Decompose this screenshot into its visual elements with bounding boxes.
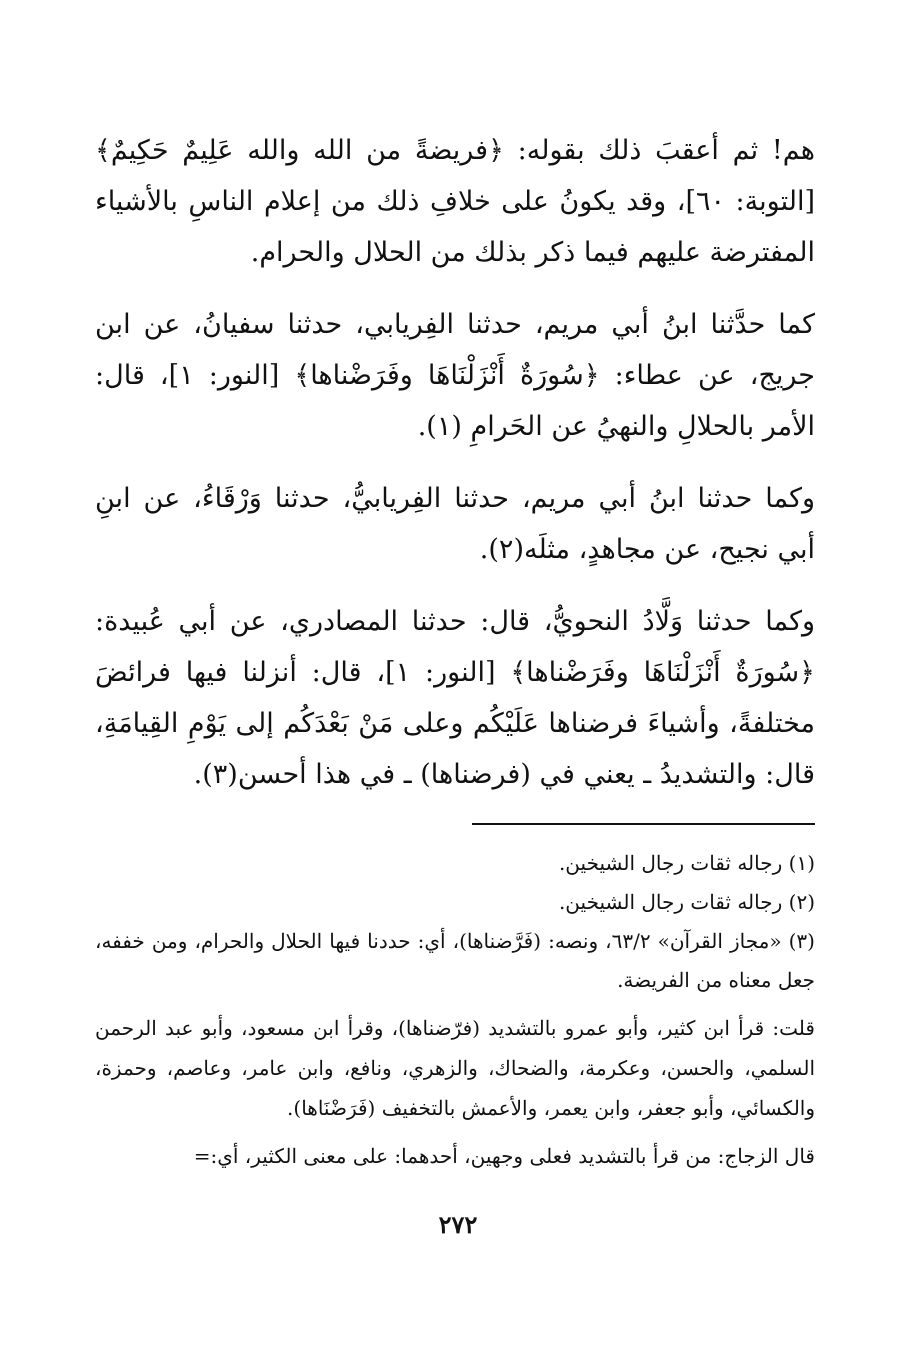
body-paragraph-2	[95, 299, 815, 452]
body-paragraph-4	[95, 596, 815, 800]
footnote-2: (٢) رجاله ثقات رجال الشيخين.	[558, 890, 815, 914]
body-text: كما حدَّثنا ابنُ أبي مريم، حدثنا الفِريابي، حدثنا سفيانُ، عن ابن جريج، عن عطاء: ﴿سُورَةٌ أَنْزَلْنَاهَا وفَرَضْناها﴾ [النور: ١]، قال: الأمر بالحلالِ والنهيُ عن الحَرامِ (١).	[95, 309, 815, 442]
body-paragraph-3	[95, 473, 815, 575]
footnote-note-2: قال الزجاج: من قرأ بالتشديد فعلى وجهين، أحدهما: على معنى الكثير، أي:=	[193, 1144, 815, 1168]
page-number: ٢٧٢	[438, 1210, 478, 1239]
body-paragraph-1	[95, 125, 815, 278]
footnote-divider	[472, 823, 815, 825]
footnotes	[95, 844, 815, 1176]
footnote-note-1: قلت: قرأ ابن كثير، وأبو عمرو بالتشديد (فرّضناها)، وقرأ ابن مسعود، وأبو عبد الرحمن السلمي، والحسن، وعكرمة، والضحاك، والزهري، ونافع، وابن عامر، وعاصم، وحمزة، والكسائي، وأبو جعفر، وابن يعمر، والأعمش بالتخفيف (فَرَضْنَاها).	[95, 1016, 815, 1120]
page-content	[95, 125, 815, 1176]
body-text: وكما حدثنا ابنُ أبي مريم، حدثنا الفِريابيُّ، حدثنا وَرْقَاءُ، عن ابنِ أبي نجيح، عن مجاهدٍ، مثلَه(٢).	[95, 483, 815, 565]
body-text: هم! ثم أعقبَ ذلك بقوله: ﴿فريضةً من الله والله عَلِيمٌ حَكِيمٌ﴾ [التوبة: ٦٠]، وقد يكونُ على خلافِ ذلك من إعلام الناسِ بالأشياء المفترضة عليهم فيما ذكر بذلك من الحلال والحرام.	[95, 135, 815, 268]
body-text: وكما حدثنا وَلَّادُ النحويُّ، قال: حدثنا المصادري، عن أبي عُبيدة: ﴿سُورَةٌ أَنْزَلْنَاهَا وفَرَضْناها﴾ [النور: ١]، قال: أنزلنا فيها فرائضَ مختلفةً، وأشياءَ فرضناها عَلَيْكُم وعلى مَنْ بَعْدَكُم إلى يَوْمِ القِيامَةِ، قال: والتشديدُ ـ يعني في (فرضناها) ـ في هذا أحسن(٣).	[95, 606, 815, 790]
footnote-1: (١) رجاله ثقات رجال الشيخين.	[558, 851, 815, 875]
footnote-3: (٣) «مجاز القرآن» ٦٣/٢، ونصه: (فَرَّضناها)، أي: حددنا فيها الحلال والحرام، ومن خففه، جعل معناه من الفريضة.	[95, 929, 815, 992]
